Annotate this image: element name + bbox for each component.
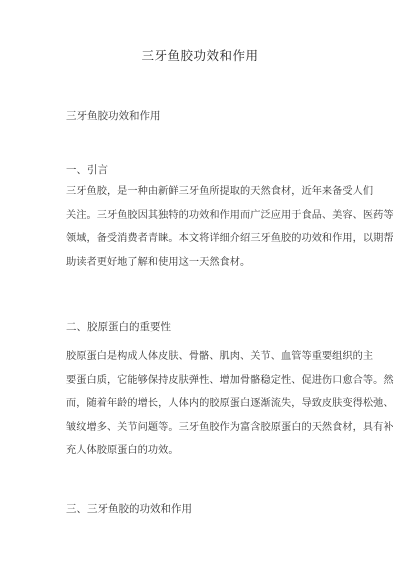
paragraph-line: 助读者更好地了解和使用这一天然食材。	[66, 256, 251, 268]
paragraph-line: 充人体胶原蛋白的功效。	[66, 445, 179, 457]
section-heading-introduction: 一、引言	[66, 164, 108, 176]
paragraph-line: 胶原蛋白是构成人体皮肤、骨骼、肌肉、关节、血管等重要组织的主	[66, 351, 374, 362]
paragraph-line: 皱纹增多、关节问题等。三牙鱼胶作为富含胶原蛋白的天然食材，具有补	[66, 421, 394, 433]
paragraph-line: 而，随着年龄的增长，人体内的胶原蛋白逐渐流失，导致皮肤变得松弛、	[66, 398, 394, 410]
paragraph-line: 三牙鱼胶，是一种由新鲜三牙鱼所提取的天然食材，近年来备受人们	[66, 186, 374, 197]
section-paragraph-collagen	[66, 345, 394, 463]
section-heading-collagen: 二、胶原蛋白的重要性	[66, 321, 171, 333]
paragraph-line: 关注。三牙鱼胶因其独特的功效和作用而广泛应用于食品、美容、医药等	[66, 209, 394, 221]
section-heading-effects: 三、三牙鱼胶的功效和作用	[66, 503, 192, 515]
section-paragraph-introduction	[66, 180, 394, 274]
document-title: 三牙鱼胶功效和作用	[141, 48, 259, 63]
paragraph-line: 要蛋白质，它能够保持皮肤弹性、增加骨骼稳定性、促进伤口愈合等。然	[66, 374, 394, 386]
paragraph-line: 领域，备受消费者青睐。本文将详细介绍三牙鱼胶的功效和作用，以期帮	[66, 233, 394, 245]
document-subtitle: 三牙鱼胶功效和作用	[66, 110, 161, 122]
